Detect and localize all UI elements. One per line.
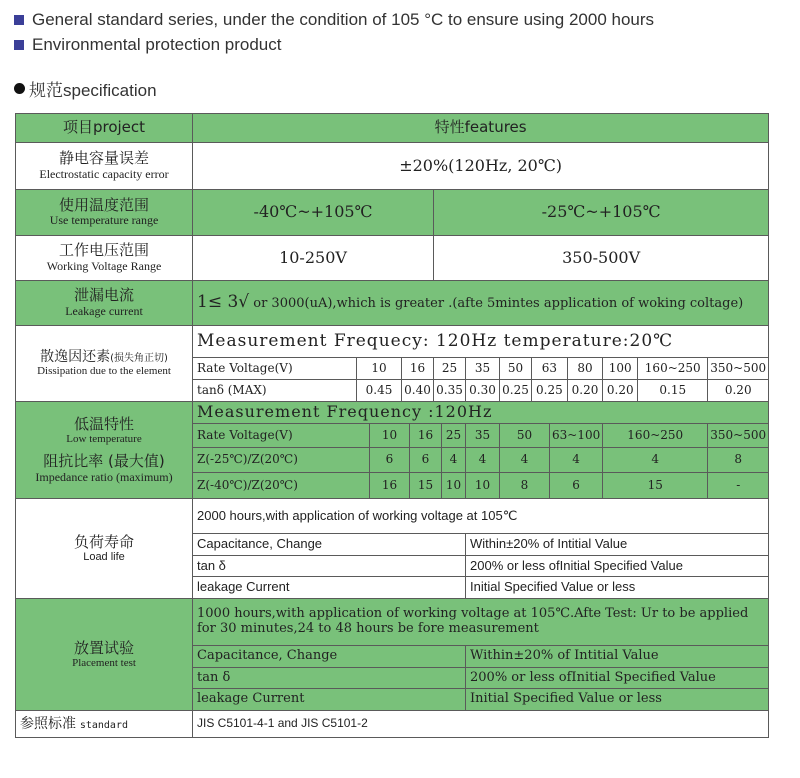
lowtemp-voltage-cell: 16 [410,424,442,448]
leakage-value [193,281,769,326]
bullet-line-2 [14,35,281,55]
circle-bullet-icon [14,83,25,94]
lowtemp-z25-cell: 4 [466,448,500,473]
bullet-text-2: Environmental protection product [32,35,282,54]
lowtemp-z25-cell: 4 [500,448,550,473]
leakage-label: 泄漏电流 Leakage current [16,281,193,326]
lowtemp-meas-row [16,402,769,424]
square-bullet-icon [14,15,24,25]
dissipation-tan-cell: 0.20 [603,380,638,402]
load-cap-label: Capacitance, Change [193,534,466,556]
temp-value-1: -40℃~+105℃ [193,190,434,236]
dissipation-voltage-cell: 80 [567,358,603,380]
bullet-line-1 [14,10,654,30]
lowtemp-z25-cell: 4 [442,448,466,473]
load-desc-row [16,499,769,534]
header-item: 项目project [16,114,193,143]
load-desc: 2000 hours,with application of working voltage at 105℃ [193,499,769,534]
dissipation-voltage-label: Rate Voltage(V) [193,358,357,380]
standard-label: 参照标准 standard [16,711,193,738]
dissipation-tan-cell: 0.25 [500,380,532,402]
load-label: 负荷寿命 Load life [16,499,193,599]
temp-row [16,190,769,236]
lowtemp-voltage-cell: 63~100 [550,424,603,448]
placement-desc-row [16,599,769,646]
load-cap-value: Within±20% of Intitial Value [466,534,769,556]
lowtemp-z40-cell: - [708,473,769,499]
dissipation-voltage-cell: 350~500 [708,358,769,380]
spec-heading-text: 规范specification [29,81,157,100]
standard-value: JIS C5101-4-1 and JIS C5101-2 [193,711,769,738]
load-tan-value: 200% or less ofInitial Specified Value [466,556,769,577]
capacity-value: ±20%(120Hz, 20℃) [193,143,769,190]
voltage-row [16,236,769,281]
header-features: 特性features [193,114,769,143]
lowtemp-voltage-cell: 25 [442,424,466,448]
leakage-text: or 3000(uA),which is greater .(afte 5mintes application of woking coltage) [249,296,744,312]
placement-leak-value: Initial Specified Value or less [466,689,769,711]
dissipation-tan-cell: 0.35 [434,380,466,402]
spec-table [15,113,769,738]
dissipation-tan-cell: 0.20 [708,380,769,402]
lowtemp-voltage-cell: 160~250 [603,424,708,448]
dissipation-voltage-cell: 35 [466,358,500,380]
header-row [16,114,769,143]
dissipation-tan-cell: 0.15 [638,380,708,402]
lowtemp-z25-cell: 4 [603,448,708,473]
dissipation-meas: Measurement Frequecy: 120Hz temperature:20℃ [193,326,769,358]
lowtemp-voltage-cell: 35 [466,424,500,448]
load-leak-value: Initial Specified Value or less [466,577,769,599]
capacity-row [16,143,769,190]
lowtemp-label: 低温特性 Low temperature 阻抗比率 (最大值) Impedance ratio (maximum) [16,402,193,499]
leakage-row [16,281,769,326]
lowtemp-z25-cell: 6 [370,448,410,473]
bullet-text-1: General standard series, under the condition of 105 °C to ensure using 2000 hours [32,10,655,29]
dissipation-tan-cell: 0.30 [466,380,500,402]
lowtemp-z40-cell: 15 [603,473,708,499]
voltage-value-1: 10-250V [193,236,434,281]
dissipation-voltage-cell: 100 [603,358,638,380]
placement-leak-label: leakage Current [193,689,466,711]
lowtemp-z40-label: Z(-40℃)/Z(20℃) [193,473,370,499]
lowtemp-z40-cell: 16 [370,473,410,499]
dissipation-voltage-cell: 25 [434,358,466,380]
dissipation-voltage-cell: 16 [402,358,434,380]
placement-cap-label: Capacitance, Change [193,646,466,668]
spec-heading [14,76,157,101]
lowtemp-z40-cell: 10 [442,473,466,499]
lowtemp-z40-cell: 15 [410,473,442,499]
lowtemp-meas: Measurement Frequency :120Hz [193,402,769,424]
placement-desc: 1000 hours,with application of working voltage at 105℃.Afte Test: Ur to be applied for 30 minutes,24 to 48 hours be fore measurement [193,599,769,646]
dissipation-meas-row [16,326,769,358]
dissipation-tan-label: tanδ (MAX) [193,380,357,402]
lowtemp-z40-cell: 8 [500,473,550,499]
lowtemp-z25-cell: 6 [410,448,442,473]
placement-label: 放置试验 Placement test [16,599,193,711]
dissipation-voltage-cell: 10 [357,358,402,380]
voltage-label: 工作电压范围 Working Voltage Range [16,236,193,281]
dissipation-tan-cell: 0.20 [567,380,603,402]
temp-label: 使用温度范围 Use temperature range [16,190,193,236]
lowtemp-z40-cell: 6 [550,473,603,499]
temp-value-2: -25℃~+105℃ [434,190,769,236]
capacity-label: 静电容量误差 Electrostatic capacity error [16,143,193,190]
placement-tan-label: tan δ [193,668,466,689]
lowtemp-z40-cell: 10 [466,473,500,499]
lowtemp-voltage-label: Rate Voltage(V) [193,424,370,448]
dissipation-tan-cell: 0.45 [357,380,402,402]
dissipation-voltage-cell: 63 [532,358,568,380]
dissipation-voltage-cell: 160~250 [638,358,708,380]
load-leak-label: leakage Current [193,577,466,599]
lowtemp-voltage-cell: 10 [370,424,410,448]
square-bullet-icon [14,40,24,50]
dissipation-tan-cell: 0.25 [532,380,568,402]
leakage-formula: 1≤ 3√ [197,292,250,313]
lowtemp-z25-label: Z(-25℃)/Z(20℃) [193,448,370,473]
lowtemp-voltage-cell: 50 [500,424,550,448]
lowtemp-z25-cell: 8 [708,448,769,473]
dissipation-voltage-cell: 50 [500,358,532,380]
voltage-value-2: 350-500V [434,236,769,281]
lowtemp-z25-cell: 4 [550,448,603,473]
placement-cap-value: Within±20% of Intitial Value [466,646,769,668]
placement-tan-value: 200% or less ofInitial Specified Value [466,668,769,689]
load-tan-label: tan δ [193,556,466,577]
dissipation-label: 散逸因还素(损失角正切) Dissipation due to the element [16,326,193,402]
standard-row [16,711,769,738]
lowtemp-voltage-cell: 350~500 [708,424,769,448]
dissipation-tan-cell: 0.40 [402,380,434,402]
